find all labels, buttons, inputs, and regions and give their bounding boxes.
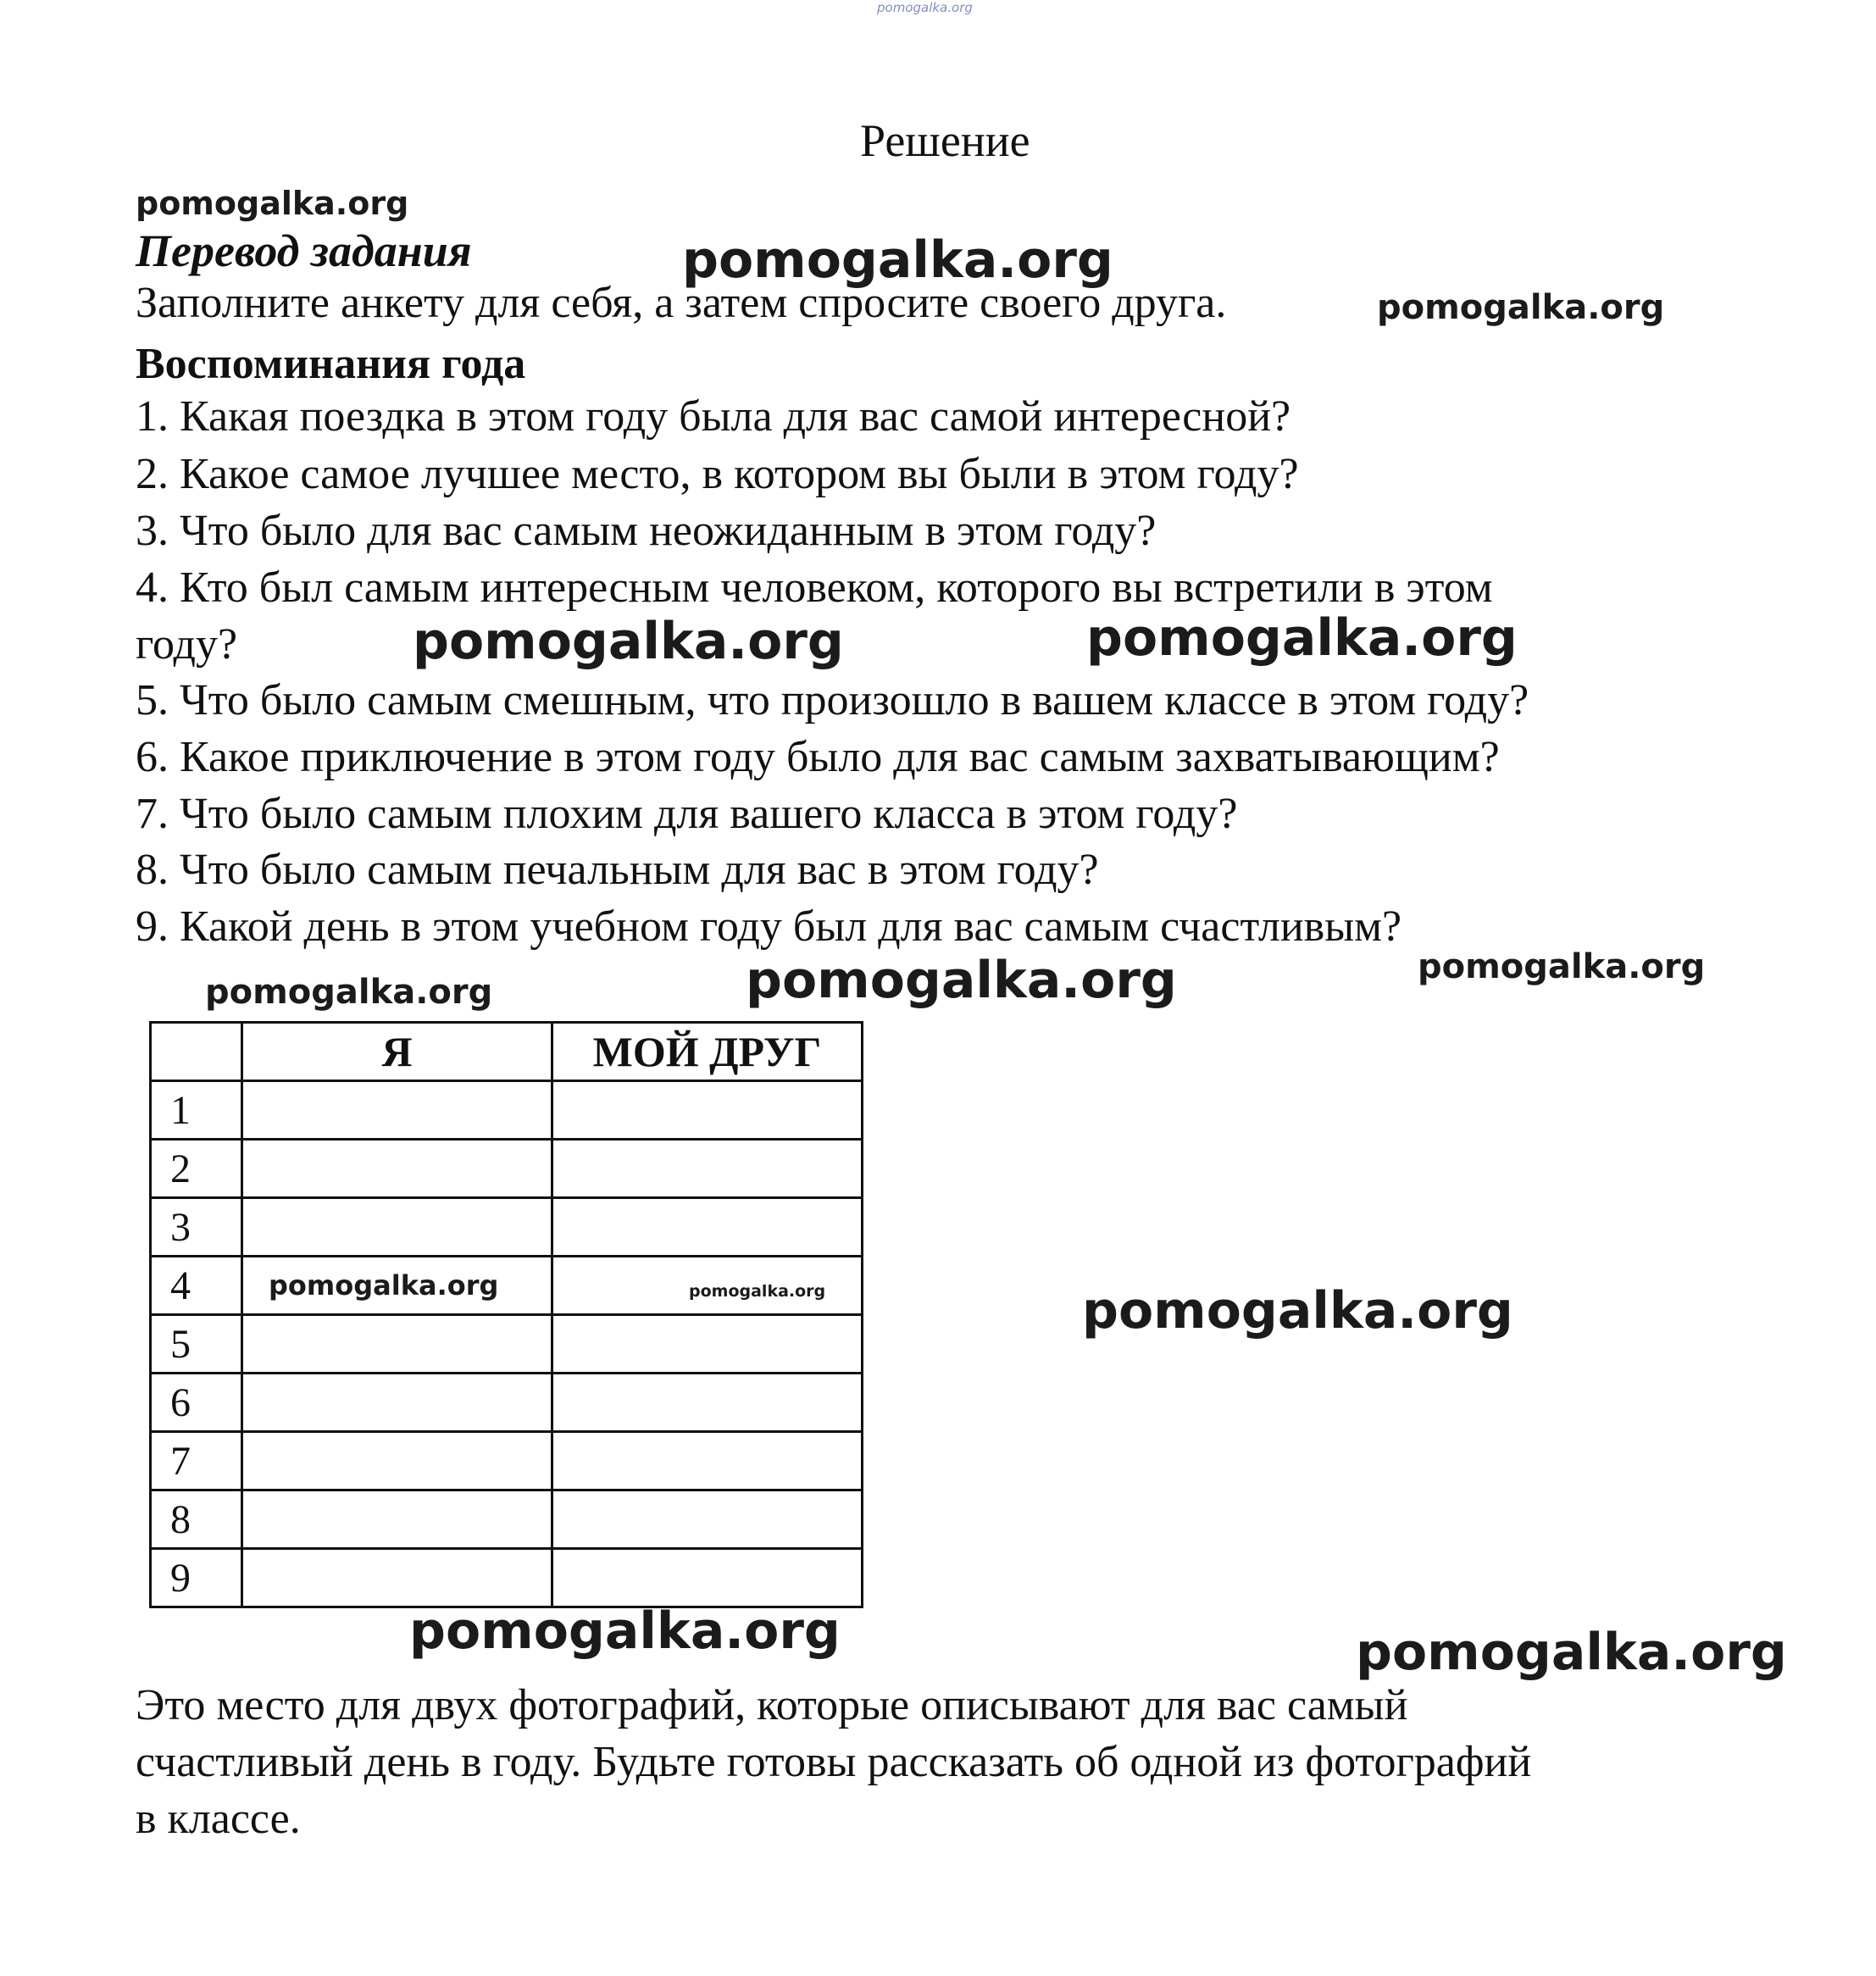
row-number: 2	[151, 1140, 242, 1198]
watermark: pomogalka.org	[682, 230, 1113, 290]
section-heading: Воспоминания года	[136, 340, 526, 388]
watermark: pomogalka.org	[409, 1601, 841, 1661]
watermark: pomogalka.org	[689, 1282, 826, 1301]
row-number: 7	[151, 1432, 242, 1490]
friend-cell	[552, 1315, 863, 1374]
friend-cell	[552, 1081, 863, 1140]
watermark: pomogalka.org	[413, 612, 844, 671]
table-row	[151, 1198, 863, 1257]
table-header-cell: МОЙ ДРУГ	[552, 1023, 863, 1081]
watermark: pomogalka.org	[1082, 1281, 1513, 1340]
watermark: pomogalka.org	[1086, 608, 1518, 668]
instruction-text: Заполните анкету для себя, а затем спросите своего друга.	[136, 279, 1227, 327]
row-number: 6	[151, 1374, 242, 1432]
me-cell	[242, 1432, 552, 1490]
watermark: pomogalka.org	[1418, 947, 1706, 986]
row-number: 5	[151, 1315, 242, 1374]
friend-cell	[552, 1549, 863, 1607]
row-number: 1	[151, 1081, 242, 1140]
table-row	[151, 1490, 863, 1549]
me-cell	[242, 1140, 552, 1198]
question-line: 7. Что было самым плохим для вашего класса в этом году?	[136, 790, 1238, 838]
table-row	[151, 1315, 863, 1374]
row-number: 4	[151, 1257, 242, 1315]
question-line: 6. Какое приключение в этом году было для вас самым захватывающим?	[136, 733, 1500, 781]
friend-cell	[552, 1198, 863, 1257]
memories-table	[149, 1021, 863, 1608]
page-title: Решение	[860, 115, 1030, 166]
question-line: 3. Что было для вас самым неожиданным в этом году?	[136, 507, 1157, 555]
me-cell	[242, 1549, 552, 1607]
question-line: 8. Что было самым печальным для вас в этом году?	[136, 846, 1099, 894]
watermark: pomogalka.org	[1377, 288, 1665, 327]
watermark: pomogalka.org	[205, 973, 493, 1012]
friend-cell	[552, 1140, 863, 1198]
friend-cell	[552, 1374, 863, 1432]
friend-cell	[552, 1257, 863, 1315]
me-cell	[242, 1490, 552, 1549]
friend-cell	[552, 1490, 863, 1549]
question-line: 1. Какая поездка в этом году была для вас самой интересной?	[136, 392, 1291, 441]
table-header-cell	[151, 1023, 242, 1081]
table-row	[151, 1081, 863, 1140]
friend-cell	[552, 1432, 863, 1490]
question-line: 9. Какой день в этом учебном году был для вас самым счастливым?	[136, 902, 1402, 951]
closing-line: Это место для двух фотографий, которые описывают для вас самый	[136, 1681, 1408, 1729]
table-header-cell: Я	[242, 1023, 552, 1081]
table-row	[151, 1374, 863, 1432]
table-row	[151, 1432, 863, 1490]
row-number: 3	[151, 1198, 242, 1257]
translation-heading: Перевод задания	[136, 225, 472, 276]
closing-line: в классе.	[136, 1795, 301, 1843]
row-number: 9	[151, 1549, 242, 1607]
me-cell	[242, 1081, 552, 1140]
me-cell	[242, 1315, 552, 1374]
watermark: pomogalka.org	[269, 1269, 499, 1302]
question-line: году?	[136, 620, 238, 669]
question-line: 2. Какое самое лучшее место, в котором вы были в этом году?	[136, 450, 1299, 498]
table-row	[151, 1549, 863, 1607]
closing-line: счастливый день в году. Будьте готовы рассказать об одной из фотографий	[136, 1738, 1532, 1786]
watermark: pomogalka.org	[1356, 1623, 1787, 1682]
table-header-row	[151, 1023, 863, 1081]
table-row	[151, 1257, 863, 1315]
me-cell	[242, 1198, 552, 1257]
table-row	[151, 1140, 863, 1198]
header-watermark: pomogalka.org	[877, 0, 973, 15]
row-number: 8	[151, 1490, 242, 1549]
watermark: pomogalka.org	[136, 185, 409, 222]
watermark: pomogalka.org	[746, 951, 1177, 1010]
question-line: 4. Кто был самым интересным человеком, которого вы встретили в этом	[136, 563, 1493, 612]
me-cell	[242, 1374, 552, 1432]
me-cell	[242, 1257, 552, 1315]
question-line: 5. Что было самым смешным, что произошло в вашем классе в этом году?	[136, 676, 1529, 724]
